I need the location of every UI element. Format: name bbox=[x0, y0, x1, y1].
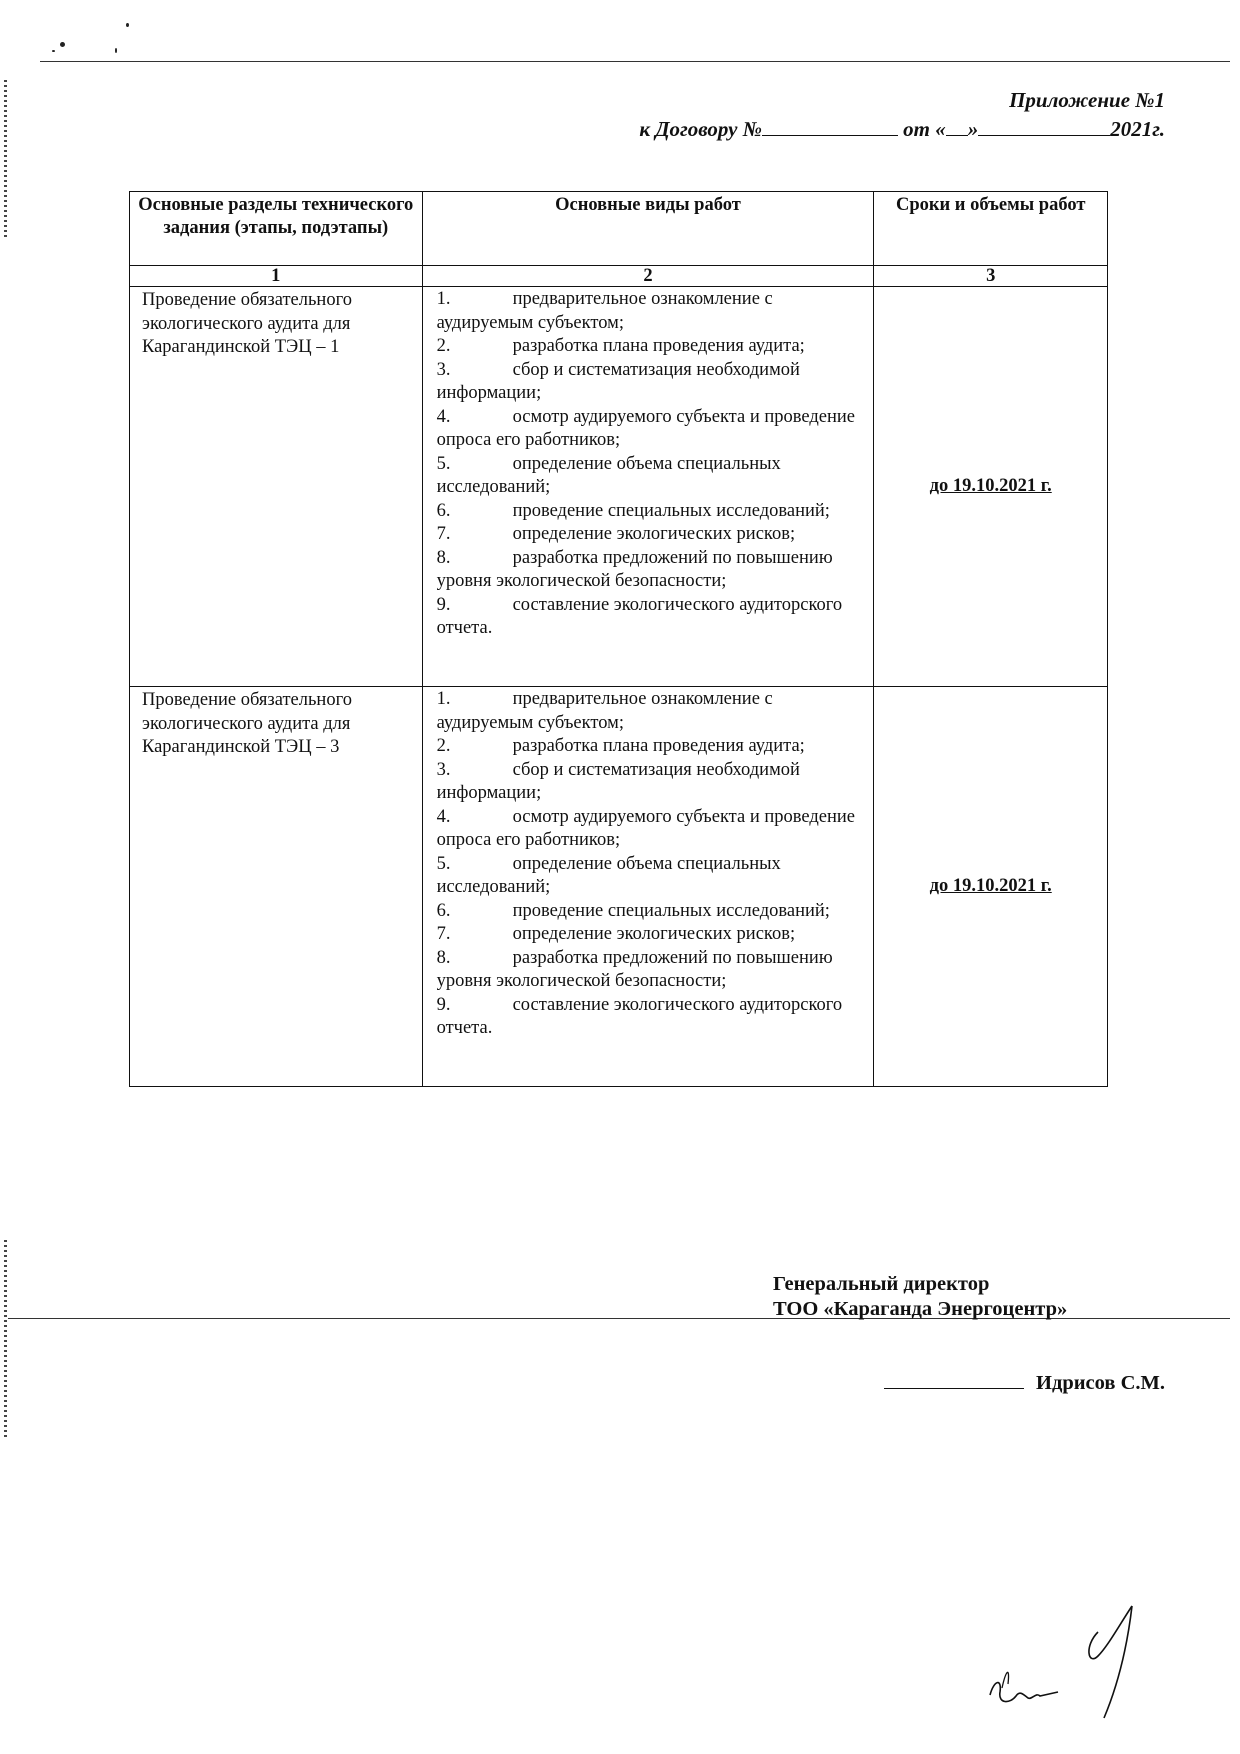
column-number: 3 bbox=[874, 266, 1108, 287]
term-cell bbox=[874, 287, 1108, 687]
works-list bbox=[427, 287, 870, 663]
list-item: 8. разработка предложений по повышению уровня экологической безопасности; bbox=[436, 947, 833, 991]
scan-speck bbox=[115, 48, 117, 53]
list-item: 4. осмотр аудируемого субъекта и проведение опроса его работников; bbox=[436, 406, 855, 450]
header-terms: Сроки и объемы работ bbox=[874, 192, 1108, 266]
works-table bbox=[129, 191, 1108, 1087]
appendix-title: Приложение №1 bbox=[1009, 88, 1165, 112]
works-cell bbox=[422, 287, 874, 687]
scan-speck bbox=[60, 42, 65, 47]
scan-edge-marks bbox=[4, 80, 8, 240]
contract-quote-close: » bbox=[967, 117, 979, 141]
column-number: 2 bbox=[422, 266, 874, 287]
term-date: до 19.10.2021 г. bbox=[929, 475, 1052, 496]
header-works: Основные виды работ bbox=[422, 192, 874, 266]
section-cell: Проведение обязательного экологического аудита для Карагандинской ТЭЦ – 3 bbox=[130, 687, 423, 1087]
position-title: Генеральный директор bbox=[773, 1273, 990, 1295]
list-item: 1. предварительное ознакомление с аудируемым субъектом; bbox=[436, 289, 773, 333]
contract-day-blank bbox=[946, 115, 968, 136]
list-item: 4. осмотр аудируемого субъекта и проведение опроса его работников; bbox=[436, 806, 855, 850]
list-item: 3. сбор и систематизация необходимой информации; bbox=[436, 759, 800, 803]
signatory-position bbox=[773, 1272, 1067, 1322]
works-cell bbox=[422, 687, 874, 1087]
signature-line bbox=[884, 1388, 1024, 1389]
list-item: 2. разработка плана проведения аудита; bbox=[436, 336, 805, 356]
contract-number-blank bbox=[762, 115, 898, 136]
table-row bbox=[130, 687, 1108, 1087]
signatory-name: Идрисов С.М. bbox=[1036, 1372, 1165, 1394]
list-item: 6. проведение специальных исследований; bbox=[436, 900, 830, 921]
table-row bbox=[130, 287, 1108, 687]
appendix-header bbox=[639, 86, 1165, 144]
column-number: 1 bbox=[130, 266, 423, 287]
contract-from-label: от « bbox=[903, 117, 946, 141]
organization-name: ТОО «Караганда Энергоцентр» bbox=[773, 1298, 1068, 1320]
contract-year: 2021г. bbox=[1110, 117, 1165, 141]
works-list bbox=[427, 687, 870, 1063]
list-item: 7. определение экологических рисков; bbox=[436, 524, 796, 544]
header-sections: Основные разделы технического задания (этапы, подэтапы) bbox=[130, 192, 423, 266]
list-item: 5. определение объема специальных исследований; bbox=[436, 853, 781, 897]
scan-edge-marks bbox=[4, 1240, 8, 1440]
term-date: до 19.10.2021 г. bbox=[929, 875, 1052, 896]
term-cell bbox=[874, 687, 1108, 1087]
contract-month-blank bbox=[978, 115, 1110, 136]
section-cell: Проведение обязательного экологического аудита для Карагандинской ТЭЦ – 1 bbox=[130, 287, 423, 687]
list-item: 9. составление экологического аудиторского отчета. bbox=[436, 994, 843, 1038]
list-item: 9. составление экологического аудиторского отчета. bbox=[436, 594, 843, 638]
contract-prefix: к Договору № bbox=[639, 117, 762, 141]
list-item: 2. разработка плана проведения аудита; bbox=[436, 736, 805, 756]
contract-reference bbox=[639, 115, 1165, 144]
list-item: 6. проведение специальных исследований; bbox=[436, 500, 830, 521]
scan-speck bbox=[52, 50, 55, 52]
signatory-line bbox=[884, 1372, 1165, 1395]
scan-speck bbox=[126, 23, 129, 27]
scan-edge-line-top bbox=[40, 61, 1230, 62]
handwritten-signature bbox=[980, 1600, 1180, 1730]
table-header-row bbox=[130, 192, 1108, 266]
list-item: 1. предварительное ознакомление с аудируемым субъектом; bbox=[436, 689, 773, 733]
column-number-row bbox=[130, 266, 1108, 287]
list-item: 5. определение объема специальных исследований; bbox=[436, 453, 781, 497]
list-item: 7. определение экологических рисков; bbox=[436, 924, 796, 944]
list-item: 8. разработка предложений по повышению уровня экологической безопасности; bbox=[436, 547, 833, 591]
list-item: 3. сбор и систематизация необходимой информации; bbox=[436, 359, 800, 403]
